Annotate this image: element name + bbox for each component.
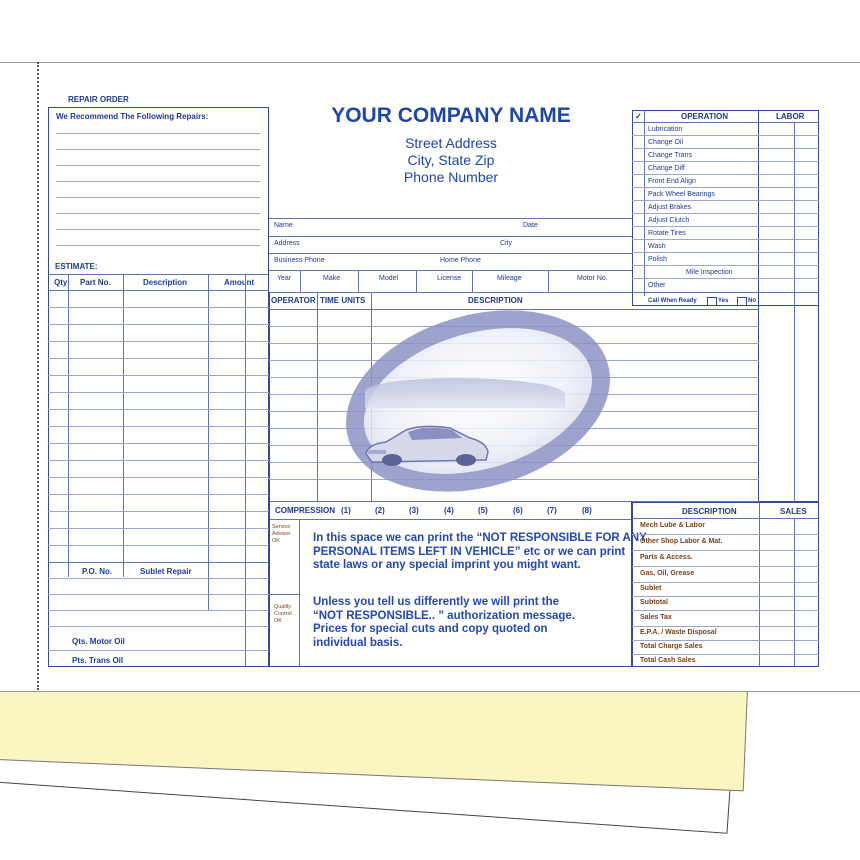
company-name: YOUR COMPANY NAME [331, 104, 571, 127]
repair-order-label: REPAIR ORDER [68, 95, 129, 104]
compression-cyl-4: (4) [444, 506, 454, 515]
estimate-header-part: Part No. [80, 278, 111, 287]
op-adjust-clutch: Adjust Clutch [648, 217, 690, 224]
sales-header: SALES [780, 507, 807, 516]
sales-subtotal: Subtotal [640, 599, 668, 606]
qts-motor-oil-label: Qts. Motor Oil [72, 637, 125, 646]
time-units-header: TIME UNITS [320, 296, 366, 305]
compression-cyl-8: (8) [582, 506, 592, 515]
compression-label: COMPRESSION [275, 506, 336, 515]
compression-cyl-5: (5) [478, 506, 488, 515]
quality-control-ok: Quality Control OK [274, 604, 292, 624]
customer-name-label: Name [274, 222, 293, 229]
sports-car-graphic [362, 420, 492, 468]
op-change-oil: Change Oil [648, 139, 684, 146]
po-label: P.O. No. [82, 567, 113, 576]
compression-cyl-1: (1) [341, 506, 351, 515]
op-lubrication: Lubrication [648, 126, 683, 133]
address-label: Address [274, 240, 300, 247]
imprint-paragraph-2: Unless you tell us differently we will print the “NOT RESPONSIBLE.. ” authorization message. Prices for special cuts and copy quoted on individual basis. [313, 596, 575, 649]
pts-trans-oil-label: Pts. Trans Oil [72, 656, 124, 665]
op-rotate-tires: Rotate Tires [648, 230, 686, 237]
vehicle-make-label: Make [323, 275, 341, 282]
compression-cyl-3: (3) [409, 506, 419, 515]
op-front-end-align: Front End Align [648, 178, 696, 185]
op-change-trans: Change Trans [648, 152, 692, 159]
work-description-header: DESCRIPTION [468, 296, 523, 305]
sales-gas-oil: Gas, Oil, Grease [640, 570, 695, 577]
sales-description-header: DESCRIPTION [682, 507, 737, 516]
estimate-header-qty: Qty [54, 278, 68, 287]
call-no-label: No [748, 298, 756, 304]
sales-sublet: Sublet [640, 585, 662, 592]
vehicle-motor-label: Motor No. [577, 275, 608, 282]
compression-cyl-7: (7) [547, 506, 557, 515]
perforation-line [37, 62, 39, 690]
estimate-label: ESTIMATE: [55, 262, 98, 271]
sales-parts-access: Parts & Access. [640, 554, 693, 561]
sublet-label: Sublet Repair [140, 567, 192, 576]
call-yes-checkbox[interactable] [707, 297, 717, 306]
company-city-state: City, State Zip [407, 152, 495, 168]
operations-check-header: ✓ [635, 112, 642, 121]
op-pack-wheel-bearings: Pack Wheel Bearings [648, 191, 715, 198]
date-label: Date [523, 222, 538, 229]
service-advisor-ok: Service Advisor OK [272, 524, 291, 544]
imprint-paragraph-1: In this space we can print the “NOT RESPONSIBLE FOR ANY PERSONAL ITEMS LEFT IN VEHICLE” etc or we can print state laws or any special imprint you might want. [313, 532, 647, 571]
vehicle-mileage-label: Mileage [497, 275, 522, 282]
business-phone-label: Business Phone [274, 257, 325, 264]
call-yes-label: Yes [718, 298, 729, 304]
sales-tax: Sales Tax [640, 614, 672, 621]
estimate-header-amount: Amount [224, 278, 255, 287]
operation-header: OPERATION [681, 112, 728, 121]
vehicle-model-label: Model [379, 275, 399, 282]
sales-epa: E.P.A. / Waste Disposal [640, 629, 717, 636]
labor-header: LABOR [776, 112, 805, 121]
city-label: City [500, 240, 513, 247]
operator-header: OPERATOR [271, 296, 316, 305]
sales-total-charge: Total Charge Sales [640, 643, 703, 650]
sales-other-shop: Other Shop Labor & Mat. [640, 538, 723, 545]
company-phone: Phone Number [403, 169, 499, 185]
vehicle-year-label: Year [277, 275, 292, 282]
op-other: Other [648, 282, 666, 289]
op-wash: Wash [648, 243, 666, 250]
recommend-label: We Recommend The Following Repairs: [56, 112, 209, 121]
op-adjust-brakes: Adjust Brakes [648, 204, 692, 211]
op-mile-inspection: Mile Inspection [686, 269, 733, 276]
labor-column [759, 110, 819, 306]
left-panel [48, 107, 269, 667]
estimate-header-description: Description [143, 278, 188, 287]
compression-cyl-6: (6) [513, 506, 523, 515]
vehicle-license-label: License [437, 275, 462, 282]
home-phone-label: Home Phone [440, 257, 481, 264]
op-polish: Polish [648, 256, 668, 263]
company-street: Street Address [405, 135, 497, 151]
landscape-graphic [365, 378, 565, 408]
sales-total-cash: Total Cash Sales [640, 657, 696, 664]
call-no-checkbox[interactable] [737, 297, 747, 306]
compression-cyl-2: (2) [375, 506, 385, 515]
call-when-ready-label: Call When Ready [648, 298, 697, 304]
sales-mech-lube: Mech Lube & Labor [640, 522, 705, 529]
labor-column-lower [759, 306, 819, 502]
op-change-diff: Change Diff [648, 165, 685, 172]
